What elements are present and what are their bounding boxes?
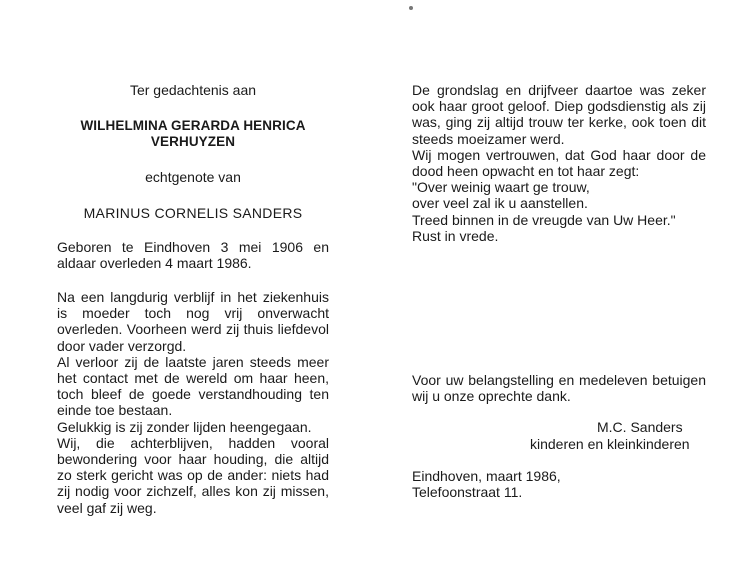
right-paragraph-2: Wij mogen vertrouwen, dat God haar door de dood heen opwacht en tot haar zegt:: [412, 146, 706, 180]
birth-death-text: Geboren te Eindhoven 3 mei 1906 en aldaar overleden 4 maart 1986.: [57, 238, 329, 271]
left-paragraph-1: Na een langdurig verblijf in het ziekenhuis is moeder toch nog vrij onverwacht overleden. Voorheen werd zij thuis liefdevol door vader verzorgd.: [57, 289, 329, 354]
deceased-name-line1: WILHELMINA GERARDA HENRICA: [80, 118, 306, 134]
signature-family: kinderen en kleinkinderen: [530, 435, 690, 452]
quote-line-1: "Over weinig waart ge trouw,: [412, 179, 590, 196]
intro-text: Ter gedachtenis aan: [129, 82, 257, 98]
left-paragraph-2: Al verloor zij de laatste jaren steeds meer het contact met de wereld om haar heen, toch bleef de goede verstandhouding ten einde toe bestaan.: [57, 353, 329, 419]
address: Telefoonstraat 11.: [412, 484, 523, 501]
right-paragraph-1: De grondslag en drijfveer daartoe was zeker ook haar groot geloof. Diep godsdienstig als zij was, ging zij altijd trouw ter kerke, ook toen dit steeds moeizamer werd.: [412, 82, 706, 147]
place-date: Eindhoven, maart 1986,: [412, 467, 561, 484]
spouse-name: MARINUS CORNELIS SANDERS: [83, 205, 303, 222]
quote-line-3: Treed binnen in de vreugde van Uw Heer.": [412, 211, 676, 228]
left-paragraph-4: Wij, die achterblijven, hadden vooral bewondering voor haar houding, die altijd zo sterk gericht was op de ander: niets had zij nodig voor zichzelf, alles kon zij missen, veel gaf zij weg.: [57, 434, 329, 516]
right-column: [412, 82, 706, 500]
left-column: [57, 82, 329, 516]
spouse-intro: echtgenote van: [145, 169, 241, 186]
print-speck: [409, 6, 413, 10]
quote-line-2: over veel zal ik u aanstellen.: [412, 195, 588, 212]
thanks-text: Voor uw belangstelling en medeleven betuigen wij u onze oprechte dank.: [412, 372, 706, 405]
left-paragraph-3: Gelukkig is zij zonder lijden heengegaan.: [57, 418, 312, 435]
signature-name: M.C. Sanders: [597, 419, 683, 436]
rest-in-peace: Rust in vrede.: [412, 227, 499, 244]
deceased-name-line2: VERHUYZEN: [150, 134, 236, 150]
